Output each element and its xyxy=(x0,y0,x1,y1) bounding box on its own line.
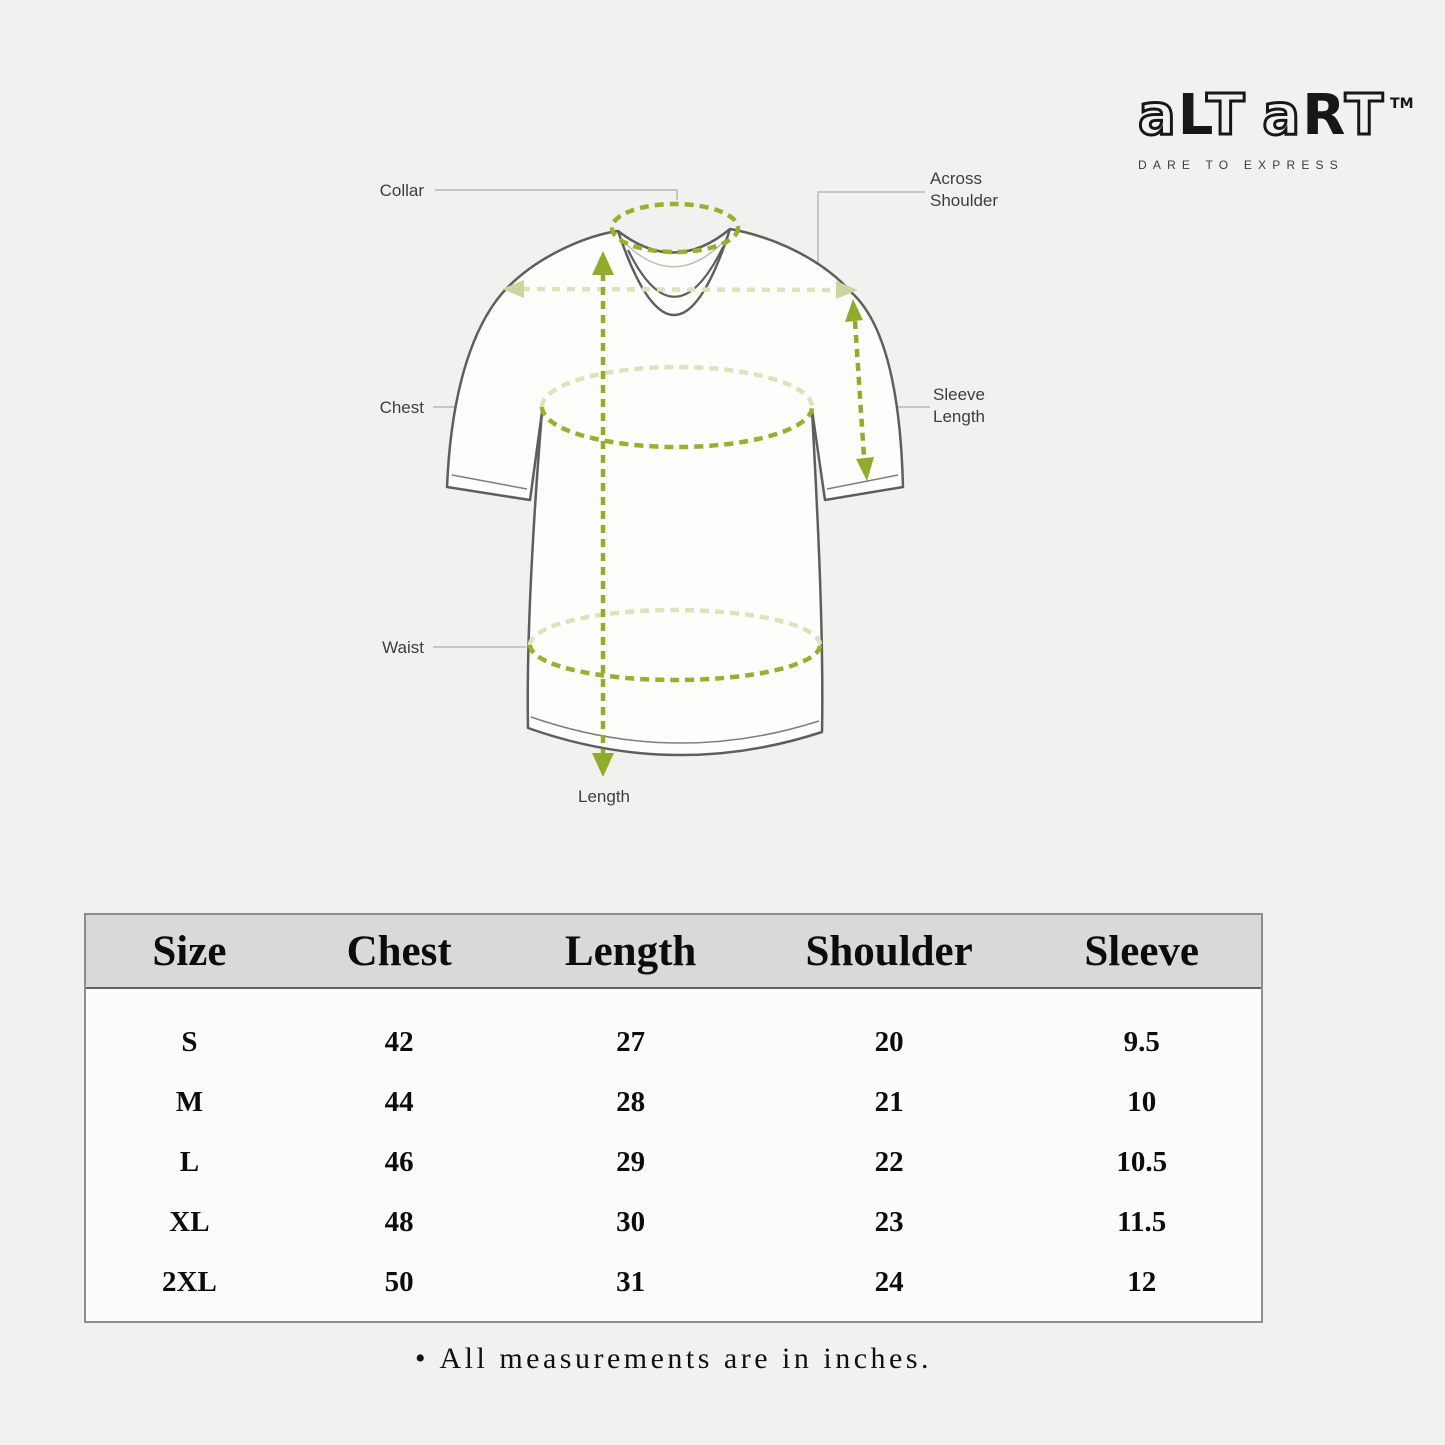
logo-letter: R xyxy=(1302,83,1345,148)
cell-length: 29 xyxy=(616,1145,646,1178)
cell-length: 30 xyxy=(616,1205,646,1238)
cell-shoulder: 20 xyxy=(874,1025,904,1058)
across-shoulder-label-line2: Shoulder xyxy=(930,191,999,210)
size-table-body xyxy=(86,989,1261,1312)
cell-shoulder: 21 xyxy=(874,1085,904,1118)
tshirt-measurement-diagram xyxy=(330,155,1030,835)
cell-shoulder: 24 xyxy=(874,1265,904,1298)
header-chest: Chest xyxy=(346,927,452,975)
table-row-xl xyxy=(86,1192,1261,1252)
cell-sleeve: 10.5 xyxy=(1116,1145,1168,1178)
sleeve-length-label-line2: Length xyxy=(933,407,985,426)
waist-label: Waist xyxy=(382,638,424,657)
table-row-l xyxy=(86,1132,1261,1192)
across-shoulder-label xyxy=(930,168,998,212)
cell-length: 31 xyxy=(616,1265,646,1298)
cell-chest: 44 xyxy=(384,1085,414,1118)
size-table-header xyxy=(86,915,1261,989)
cell-sleeve: 9.5 xyxy=(1123,1025,1160,1058)
cell-sleeve: 11.5 xyxy=(1117,1205,1167,1238)
logo-letter: L xyxy=(1177,83,1207,148)
header-length: Length xyxy=(564,927,697,975)
cell-shoulder: 22 xyxy=(874,1145,904,1178)
bullet-icon: • xyxy=(414,1342,426,1375)
brand-tagline: DARE TO EXPRESS xyxy=(1138,158,1344,172)
header-sleeve: Sleeve xyxy=(1084,927,1200,975)
across-shoulder-label-line1: Across xyxy=(930,169,982,188)
collar-label: Collar xyxy=(379,181,424,200)
measurements-note xyxy=(84,1342,1263,1376)
cell-chest: 46 xyxy=(384,1145,414,1178)
table-row-s xyxy=(86,1012,1261,1072)
cell-sleeve: 10 xyxy=(1127,1085,1157,1118)
cell-length: 28 xyxy=(616,1085,646,1118)
logo-letter: a xyxy=(1262,83,1303,148)
length-label: Length xyxy=(578,787,630,806)
table-row-2xl xyxy=(86,1252,1261,1312)
cell-chest: 48 xyxy=(384,1205,414,1238)
cell-size: M xyxy=(175,1085,204,1118)
sleeve-length-label xyxy=(933,384,985,428)
cell-shoulder: 23 xyxy=(874,1205,904,1238)
brand-logo xyxy=(1138,83,1418,172)
measurements-note-text: All measurements are in inches. xyxy=(439,1342,933,1375)
table-row-m xyxy=(86,1072,1261,1132)
cell-length: 27 xyxy=(616,1025,646,1058)
size-table xyxy=(84,913,1263,1323)
cell-size: 2XL xyxy=(162,1265,217,1298)
collar-connector xyxy=(435,190,677,200)
chest-label: Chest xyxy=(379,398,424,417)
trademark-symbol: TM xyxy=(1390,96,1414,112)
logo-letter: T xyxy=(1344,83,1386,148)
header-shoulder: Shoulder xyxy=(805,927,973,975)
logo-letter: T xyxy=(1206,83,1247,148)
cell-size: XL xyxy=(169,1205,210,1238)
cell-chest: 42 xyxy=(384,1025,414,1058)
cell-size: L xyxy=(179,1145,200,1178)
cell-size: S xyxy=(181,1025,198,1058)
header-size: Size xyxy=(152,927,227,975)
across-shoulder-connector xyxy=(818,192,925,285)
cell-chest: 50 xyxy=(384,1265,414,1298)
logo-letter: a xyxy=(1138,83,1178,148)
cell-sleeve: 12 xyxy=(1127,1265,1157,1298)
brand-wordmark xyxy=(1138,83,1418,156)
tshirt-outline xyxy=(447,229,903,755)
sleeve-length-label-line1: Sleeve xyxy=(933,385,985,404)
